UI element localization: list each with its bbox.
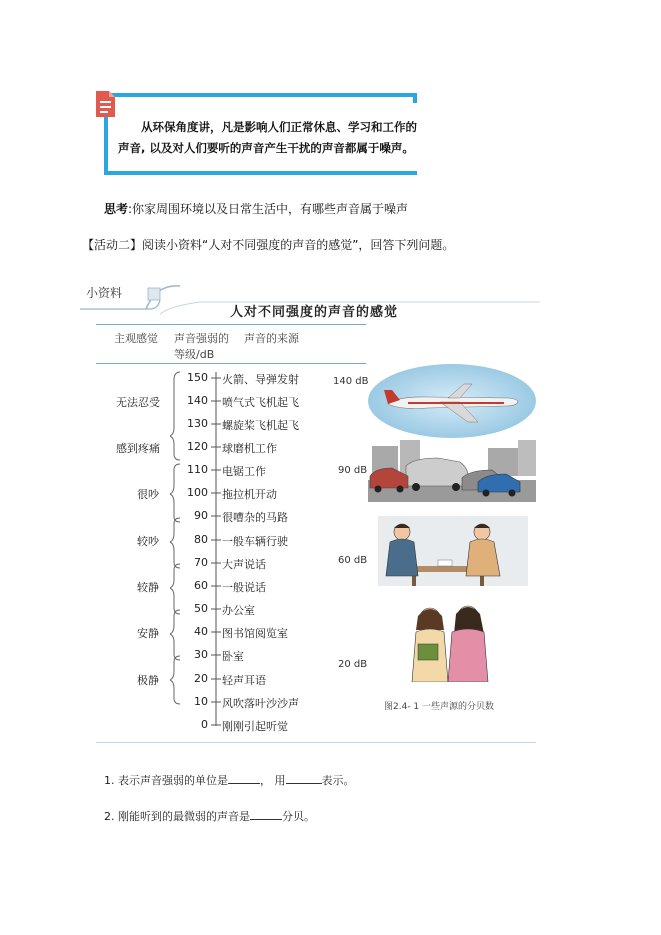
- source-text: 风吹落叶沙沙声: [222, 697, 299, 710]
- header-rule-bottom: [96, 363, 366, 364]
- feeling-label: 无法忍受: [116, 396, 160, 409]
- level-value: 20: [194, 672, 208, 685]
- traffic-illustration: [368, 440, 536, 502]
- header-feeling: 主观感觉: [114, 332, 158, 345]
- level-value: 30: [194, 648, 208, 661]
- figure-caption: 图2.4- 1 一些声源的分贝数: [384, 702, 495, 712]
- level-value: 150: [187, 371, 208, 384]
- source-text: 电锯工作: [222, 465, 266, 478]
- activity-heading: 【活动二】阅读小资料“人对不同强度的声音的感觉”，回答下列问题。: [82, 238, 455, 252]
- header-rule-top: [96, 324, 366, 325]
- table-title: 人对不同强度的声音的感觉: [230, 305, 399, 320]
- callout-border-right: [413, 93, 417, 103]
- conversation-illustration: [368, 516, 536, 586]
- feeling-label: 较静: [137, 581, 159, 594]
- definition-callout: [104, 93, 417, 175]
- level-value: 70: [194, 556, 208, 569]
- level-value: 50: [194, 602, 208, 615]
- level-value: 140: [187, 394, 208, 407]
- header-level-1: 声音强弱的: [174, 332, 229, 345]
- level-value: 110: [187, 463, 208, 476]
- source-text: 轻声耳语: [222, 674, 266, 687]
- question-1-text-c: 表示。: [321, 774, 355, 787]
- level-value: 130: [187, 417, 208, 430]
- level-value: 100: [187, 486, 208, 499]
- db-tag: 140 dB: [333, 376, 369, 387]
- callout-text: 从环保角度讲，凡是影响人们正常休息、学习和工作的声音, 以及对人们要听的声音产生干扰的声音都属于噪声。: [118, 120, 417, 155]
- question-1-text-a: 1. 表示声音强弱的单位是: [104, 774, 228, 787]
- question-2: [104, 808, 315, 824]
- whispering-illustration: [388, 600, 512, 682]
- source-text: 大声说话: [222, 558, 266, 571]
- db-tag: 90 dB: [338, 465, 368, 476]
- question-1-text-b: ， 用: [260, 774, 286, 787]
- level-value: 0: [201, 718, 208, 731]
- source-text: 火箭、导弹发射: [222, 373, 299, 386]
- document-icon: [92, 89, 118, 119]
- source-text: 办公室: [222, 604, 255, 617]
- level-value: 80: [194, 533, 208, 546]
- level-value: 60: [194, 579, 208, 592]
- header-source: 声音的来源: [244, 332, 299, 345]
- think-text: :你家周围环境以及日常生活中，有哪些声音属于噪声: [128, 202, 409, 216]
- feeling-label: 极静: [137, 674, 159, 687]
- answer-blank-3[interactable]: [250, 819, 282, 820]
- answer-blank-2[interactable]: [286, 783, 322, 784]
- source-text: 螺旋桨飞机起飞: [222, 419, 299, 432]
- db-tag: 60 dB: [338, 555, 368, 566]
- source-text: 喷气式飞机起飞: [222, 396, 299, 409]
- level-value: 40: [194, 625, 208, 638]
- source-text: 很嘈杂的马路: [222, 511, 288, 524]
- source-text: 刚刚引起听觉: [222, 720, 288, 733]
- panel-label: 小资料: [86, 286, 123, 300]
- source-text: 拖拉机开动: [222, 488, 277, 501]
- source-text: 卧室: [222, 650, 244, 663]
- question-1: [104, 772, 355, 788]
- airplane-illustration: [368, 364, 536, 438]
- feeling-label: 安静: [137, 627, 159, 640]
- question-2-text-a: 2. 刚能听到的最微弱的声音是: [104, 810, 250, 823]
- db-tag: 20 dB: [338, 659, 368, 670]
- answer-blank-1[interactable]: [228, 783, 260, 784]
- think-prompt: [104, 200, 408, 217]
- question-2-text-b: 分贝。: [282, 810, 315, 823]
- source-text: 一般说话: [222, 581, 266, 594]
- level-value: 120: [187, 440, 208, 453]
- feeling-label: 较吵: [137, 535, 159, 548]
- source-text: 球磨机工作: [222, 442, 277, 455]
- feeling-label: 很吵: [137, 488, 159, 501]
- header-level-2: 等级/dB: [174, 348, 215, 361]
- panel-bottom-rule: [96, 742, 536, 743]
- think-label: 思考: [104, 202, 129, 216]
- callout-border-bottom: [104, 171, 417, 175]
- source-text: 一般车辆行驶: [222, 535, 288, 548]
- feeling-label: 感到疼痛: [116, 442, 160, 455]
- level-value: 90: [194, 509, 208, 522]
- source-text: 图书馆阅览室: [222, 627, 288, 640]
- level-value: 10: [194, 695, 208, 708]
- callout-border-top: [104, 93, 417, 97]
